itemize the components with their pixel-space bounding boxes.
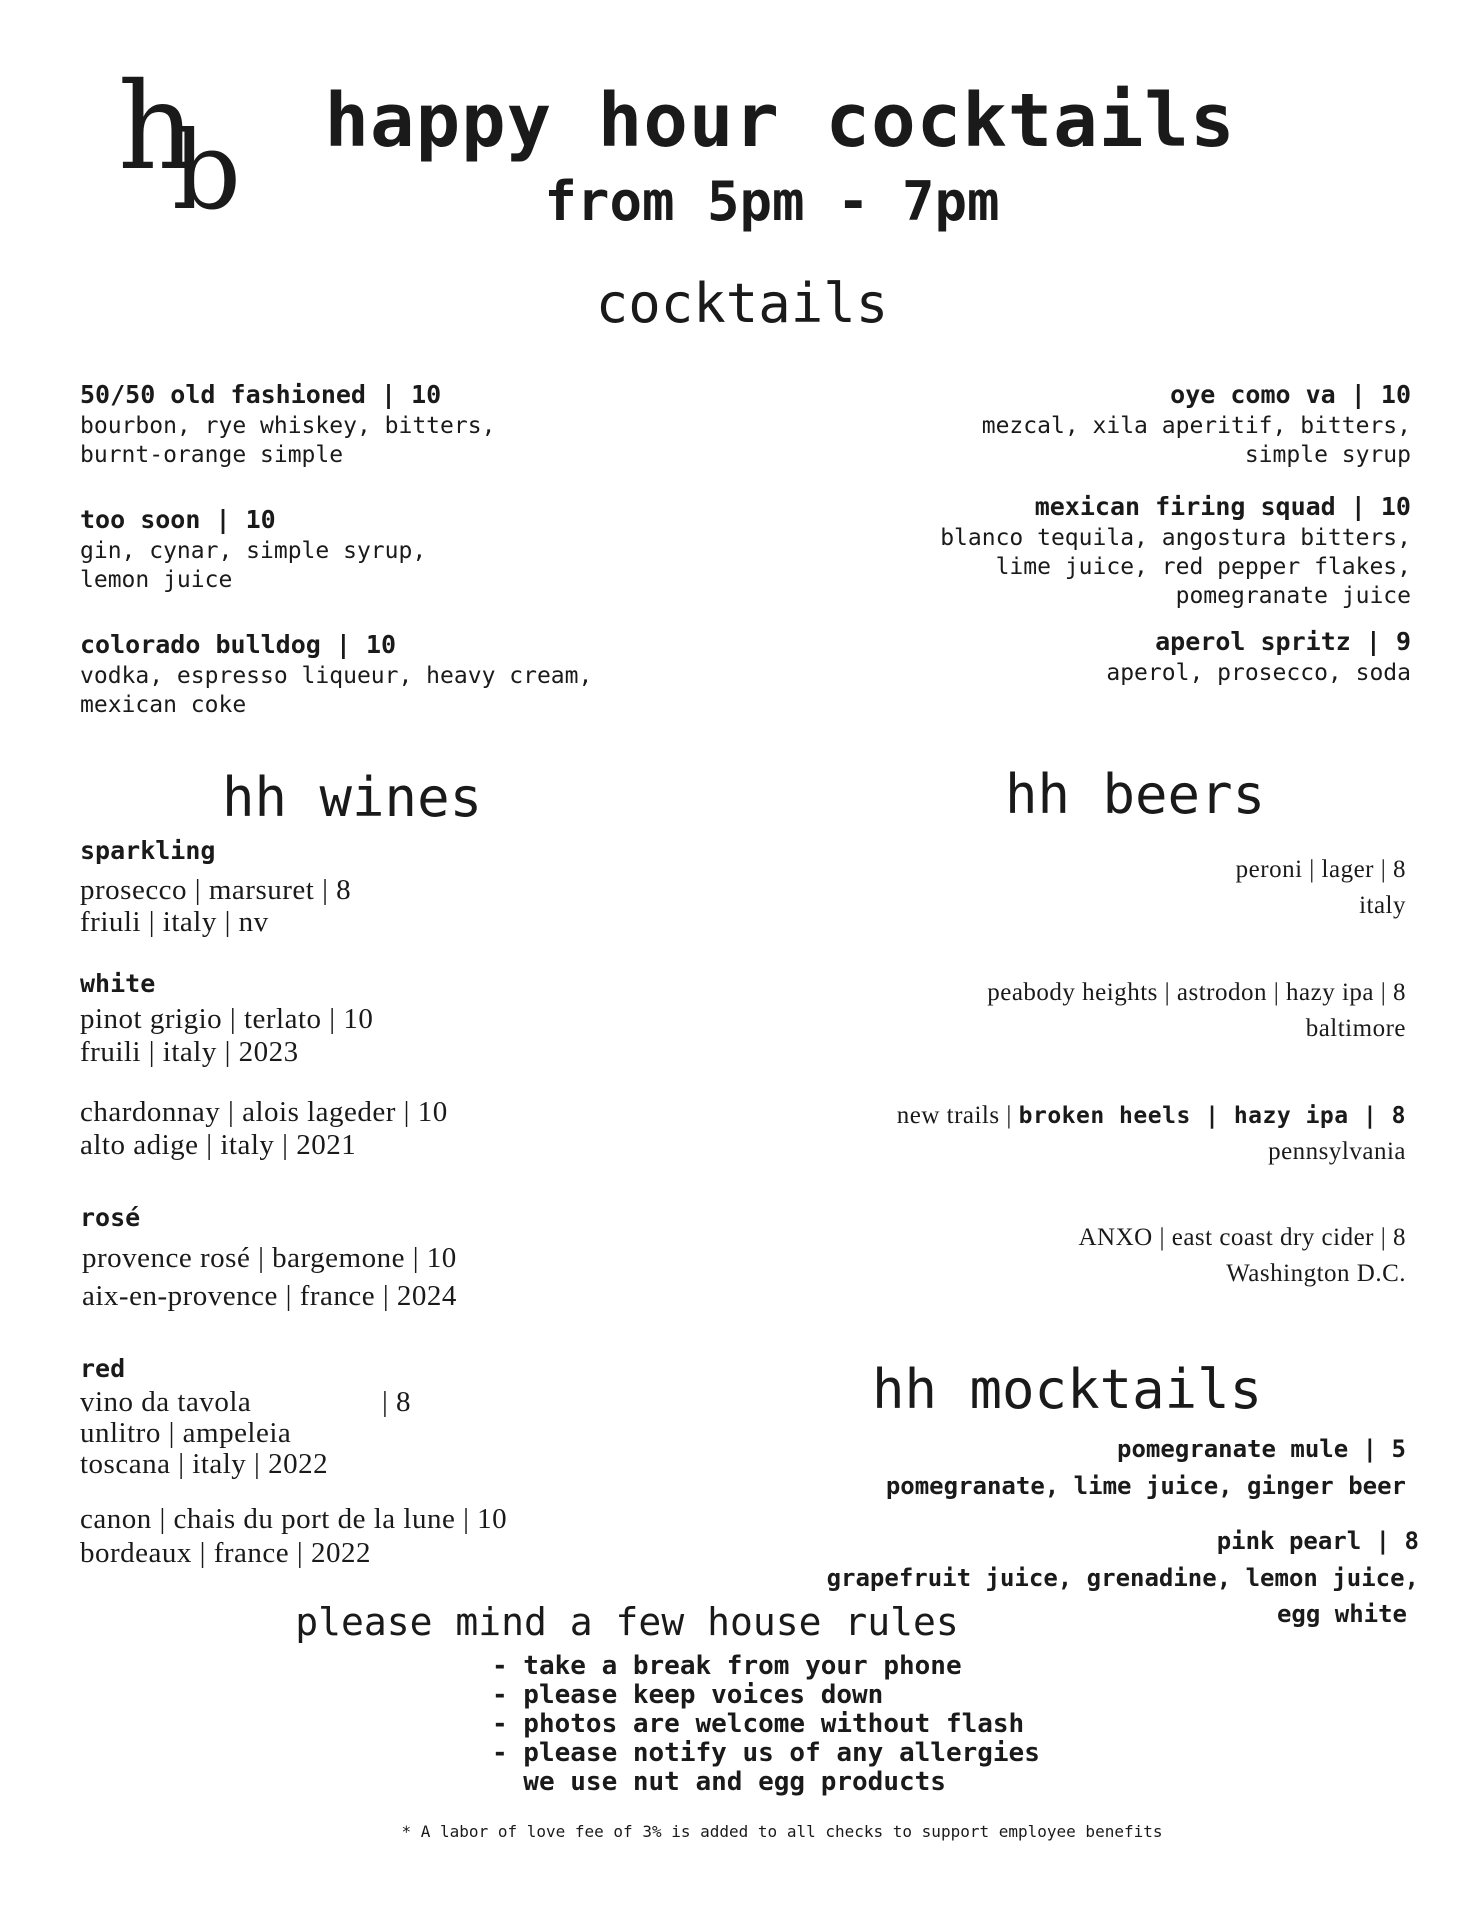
- mocktail-desc: pomegranate, lime juice, ginger beer: [885, 1472, 1406, 1500]
- cocktail-name: oye como va | 10: [1170, 380, 1411, 409]
- mocktails-section-title: hh mocktails: [872, 1358, 1263, 1421]
- wine-price: | 8: [382, 1386, 412, 1418]
- page-subtitle: from 5pm - 7pm: [544, 170, 1000, 233]
- cocktails-section-title: cocktails: [595, 272, 889, 335]
- cocktail-desc: mezcal, xila aperitif, bitters,: [981, 413, 1411, 439]
- wine-category-red: red: [80, 1354, 126, 1383]
- house-rules-title: please mind a few house rules: [295, 1600, 959, 1644]
- wine-line: vino da tavola: [80, 1386, 252, 1418]
- logo-letter-h: h: [118, 58, 196, 197]
- house-rule-item: - take a break from your phone: [492, 1651, 962, 1681]
- cocktail-item: [940, 625, 1411, 688]
- beer-item: [987, 975, 1406, 1047]
- house-rules-list: [492, 1652, 1040, 1797]
- beer-item: [897, 1098, 1406, 1170]
- beer-line: peabody heights | astrodon | hazy ipa | 8: [987, 979, 1406, 1006]
- cocktail-desc: blanco tequila, angostura bitters,: [940, 525, 1411, 551]
- beer-line: [897, 1098, 1406, 1134]
- cocktail-name: 50/50 old fashioned | 10: [80, 380, 442, 409]
- beers-section-title: hh beers: [1005, 763, 1266, 826]
- cocktail-name: colorado bulldog | 10: [80, 630, 397, 659]
- wines-section-title: hh wines: [222, 766, 483, 829]
- beer-origin: pennsylvania: [1268, 1138, 1406, 1165]
- mocktail-item: [886, 1430, 1406, 1504]
- wine-line: prosecco | marsuret | 8: [80, 874, 352, 906]
- cocktail-item: [940, 378, 1411, 470]
- wine-line: provence rosé | bargemone | 10: [82, 1242, 457, 1274]
- wine-line: toscana | italy | 2022: [80, 1448, 329, 1480]
- cocktail-desc: vodka, espresso liqueur, heavy cream,: [80, 663, 593, 689]
- beer-line-part: new trails |: [896, 1102, 1019, 1129]
- house-rule-item: - photos are welcome without flash: [492, 1709, 1025, 1739]
- wine-line: unlitro | ampeleia: [80, 1417, 292, 1449]
- page-title: happy hour cocktails: [324, 78, 1236, 164]
- mocktail-name: pomegranate mule | 5: [1117, 1435, 1406, 1463]
- wine-line: aix-en-provence | france | 2024: [82, 1280, 457, 1312]
- cocktail-name: mexican firing squad | 10: [1034, 492, 1411, 521]
- beer-item: [1079, 1220, 1407, 1292]
- house-rule-item: we use nut and egg products: [492, 1767, 946, 1797]
- wine-line: alto adige | italy | 2021: [80, 1129, 357, 1161]
- wine-category-rose: rosé: [80, 1203, 141, 1232]
- cocktail-desc: aperol, prosecco, soda: [1106, 660, 1411, 686]
- beer-origin: baltimore: [1305, 1015, 1406, 1042]
- wine-category-white: white: [80, 969, 156, 998]
- cocktails-left-column: [80, 378, 592, 720]
- cocktail-desc: lemon juice: [80, 567, 233, 593]
- cocktail-desc: simple syrup: [1244, 442, 1411, 468]
- beer-item: [1236, 852, 1406, 924]
- wine-line: fruili | italy | 2023: [80, 1036, 299, 1068]
- cocktail-desc: lime juice, red pepper flakes,: [995, 554, 1411, 580]
- cocktail-desc: bourbon, rye whiskey, bitters,: [80, 413, 496, 439]
- wine-line: bordeaux | france | 2022: [80, 1537, 371, 1569]
- cocktails-right-column: [940, 378, 1411, 688]
- cocktail-item: [80, 503, 592, 595]
- wine-line: chardonnay | alois lageder | 10: [80, 1096, 448, 1128]
- cocktail-item: [940, 490, 1411, 611]
- cocktail-desc: gin, cynar, simple syrup,: [80, 538, 427, 564]
- cocktail-desc: mexican coke: [80, 692, 247, 718]
- cocktail-desc: burnt-orange simple: [80, 442, 344, 468]
- wine-category-sparkling: sparkling: [80, 836, 216, 865]
- cocktail-name: aperol spritz | 9: [1155, 627, 1411, 656]
- mocktail-desc: egg white: [1276, 1600, 1407, 1628]
- cocktail-name: too soon | 10: [80, 505, 276, 534]
- beer-origin: italy: [1359, 892, 1406, 919]
- wine-line: canon | chais du port de la lune | 10: [80, 1503, 508, 1535]
- beer-line: peroni | lager | 8: [1235, 856, 1406, 883]
- house-rule-item: - please keep voices down: [492, 1680, 884, 1710]
- wine-line: pinot grigio | terlato | 10: [80, 1003, 374, 1035]
- beer-line: ANXO | east coast dry cider | 8: [1078, 1224, 1406, 1251]
- mocktail-desc: grapefruit juice, grenadine, lemon juice,: [826, 1564, 1419, 1592]
- footer-note: * A labor of love fee of 3% is added to all checks to support employee benefits: [401, 1822, 1163, 1841]
- beer-line-bold-part: broken heels | hazy ipa | 8: [1018, 1103, 1406, 1129]
- cocktail-desc: pomegranate juice: [1175, 583, 1411, 609]
- beer-origin: Washington D.C.: [1226, 1260, 1406, 1287]
- cocktail-item: [80, 628, 592, 720]
- logo-letter-b: b: [172, 109, 242, 234]
- mocktail-name: pink pearl | 8: [1216, 1527, 1419, 1555]
- cocktail-item: [80, 378, 592, 470]
- house-rule-item: - please notify us of any allergies: [492, 1738, 1040, 1768]
- wine-line: friuli | italy | nv: [80, 906, 269, 938]
